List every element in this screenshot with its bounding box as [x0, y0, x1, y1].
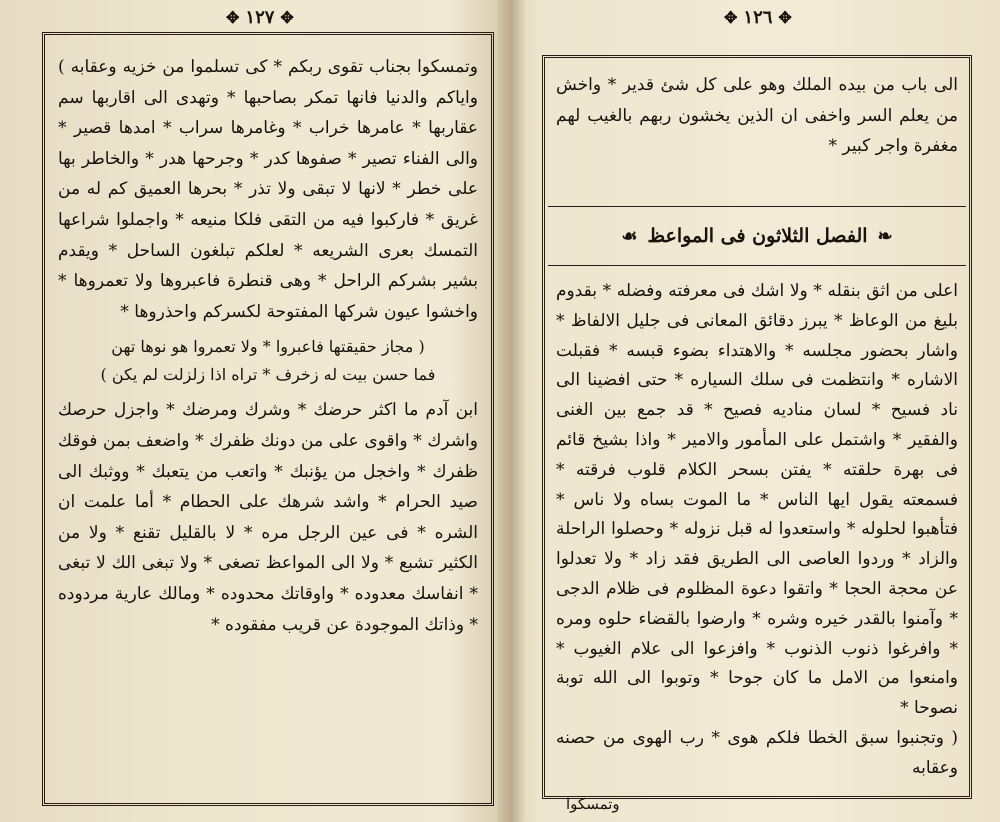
right-page-number-value: ١٢٦ [743, 6, 773, 28]
left-page-number-value: ١٢٧ [245, 6, 275, 28]
right-top-paragraph: الى باب من بيده الملك وهو على كل شئ قدير * واخش من يعلم السر واخفى ان الذين يخشون ربهم بالغيب لهم مغفرة واجر كبير * [556, 75, 958, 157]
ornament-icon: ✥ [778, 7, 792, 27]
fleuron-icon: ❧ [877, 225, 893, 247]
right-top-text [556, 70, 958, 162]
right-main-text [556, 277, 958, 784]
left-page-number [226, 4, 294, 30]
section-header [548, 206, 966, 266]
ornament-icon: ✥ [226, 7, 240, 27]
book-gutter [496, 0, 526, 822]
verse-line-2: فما حسن بيت له زخرف * تراه اذا زلزلت لم يكن ) [100, 365, 436, 385]
section-title: الفصل الثلاثون فى المواعظ [647, 225, 868, 247]
right-main-paragraph: اعلى من اثق بنقله * ولا اشك فى معرفته وفضله * بقدوم بليغ من الوعاظ * يبرز دقائق المعانى فى جليل الالفاظ * واشار بحضور مجلسه * والاهتداء بضوء قبسه * فقبلت الاشاره * وانتظمت فى سلك السياره * حتى افضينا الى ناد فسيح * لسان مناديه فصيح * قد جمع بين الغنى والفقير * واشتمل على المأمور والامير * واذا بشيخ قائم فى بهرة حلقته * يفتن بسحر الكلام قلوب فرقته * فسمعته يقول ايها الناس * ما الموت بساه ولا ناس * فتأهبوا لحلوله * واستعدوا له قبل نزوله * وحصلوا الراحلة والزاد * وردوا العاصى الى الطريق فقد زاد * ولا تعدلوا عن محجة الحجا * واتقوا دعوة المظلوم فى ظلام الدجى * وآمنوا بالقدر خيره وشره * وارضوا بالقضاء حلوه ومره * وافرغوا ذنوب الذنوب * وافزعوا الى علام الغيوب * وامنعوا من الامل ما كان جوحا * وتوبوا الى الله توبة نصوحا * [556, 281, 958, 719]
verse-line-1: ( مجاز حقيقتها فاعبروا * ولا تعمروا هو نوها تهن [111, 337, 425, 357]
fleuron-icon: ☙ [621, 225, 638, 247]
left-page-text [58, 52, 478, 640]
catchword: وتمسكوا [566, 795, 620, 813]
ornament-icon: ✥ [724, 7, 738, 27]
left-verse [58, 333, 478, 389]
right-closing-verse: ( وتجنبوا سبق الخطا فلكم هوى * رب الهوى من حصنه وعقابه [556, 727, 958, 778]
right-page-number [724, 4, 792, 30]
left-paragraph-2: ابن آدم ما اكثر حرضك * وشرك ومرضك * واجزل حرصك واشرك * واقوى على من دونك ظفرك * واضعف بمن فوقك ظفرك * واخجل من يؤنبك * واتعب من يتعبك * ووثبك الى صيد الحرام * واشد شرهك على الحطام * أما علمت ان الشره * فى عين الرجل مره * لا بالقليل تقنع * ولا من الكثير تشبع * ولا الى المواعظ تصغى * ولا تبغى الك لا تبغى * انفاسك معدوده * واوقاتك محدوده * ومالك عارية مردوده * وذاتك الموجودة عن قريب مفقوده * [58, 400, 478, 635]
left-paragraph-1: وتمسكوا بجناب تقوى ربكم * كى تسلموا من خزيه وعقابه ) واياكم والدنيا فانها تمكر بصاحبها * وتهدى الى اقاربها سم عقاربها * عامرها خراب * وغامرها سراب * امدها قصير * والى الفناء تصير * صفوها كدر * وجرحها هدر * والخاطر بها على خطر * لانها لا تبقى ولا تذر * بحرها العميق كم له من غريق * فاركبوا فيه من التقى فلكا منيعه * واجملوا شراعها التمسك بعرى الشريعه * لعلكم تبلغون الساحل * ويقدم بشير بشركم الراحل * وهى قنطرة فاعبروها ولا تعمروها * واخشوا عيون شركها المفتوحة لكسركم واحذروها * [58, 57, 478, 322]
ornament-icon: ✥ [280, 7, 294, 27]
